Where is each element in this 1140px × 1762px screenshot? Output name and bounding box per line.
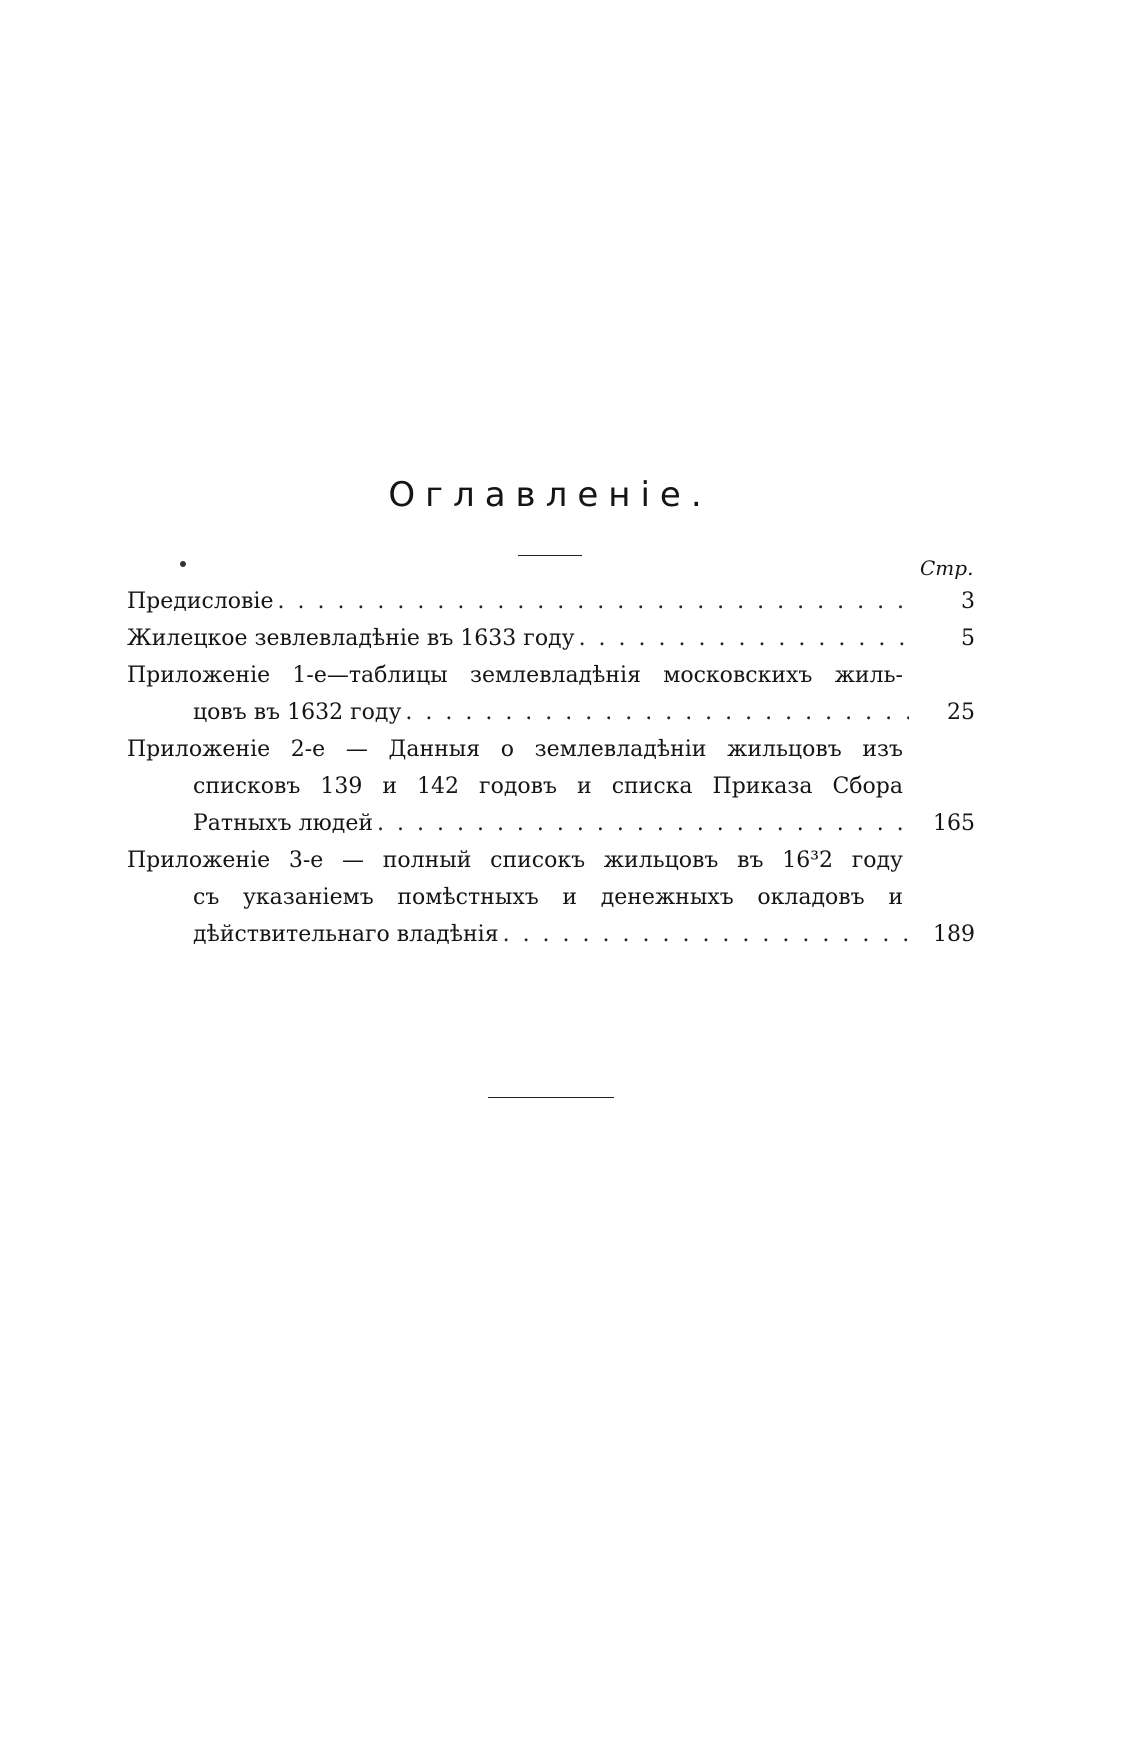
toc-entry-title-continued: списковъ 139 и 142 годовъ и списка Приказа Сбора <box>193 774 903 799</box>
toc-entry-appendix-3[interactable] <box>127 842 975 953</box>
toc-entry-appendix-1[interactable] <box>127 657 975 731</box>
table-of-contents <box>127 583 975 953</box>
dot-leader <box>579 620 909 657</box>
toc-entry-title-continued: дѣйствительнаго владѣнія <box>193 922 499 947</box>
toc-entry-title: Приложеніе 3-е — полный списокъ жильцовъ въ 16³2 году <box>127 848 903 873</box>
page-title: Оглавленіе. <box>388 475 712 515</box>
toc-entry-land-ownership[interactable] <box>127 620 975 657</box>
dot-leader <box>405 694 909 731</box>
toc-entry-page: 189 <box>933 922 975 947</box>
dot-leader <box>277 583 909 620</box>
toc-entry-title-continued: съ указаніемъ помѣстныхъ и денежныхъ окладовъ и <box>193 885 903 910</box>
toc-entry-title-continued: Ратныхъ людей <box>193 811 374 836</box>
toc-entry-title: Предисловіе <box>127 589 274 614</box>
title-divider <box>518 555 582 556</box>
toc-entry-page: 165 <box>933 811 975 836</box>
toc-entry-title-continued: цовъ въ 1632 году <box>193 700 402 725</box>
toc-entry-preface[interactable] <box>127 583 975 620</box>
page-column-header: Стр. <box>920 556 974 580</box>
bullet-mark <box>180 561 186 567</box>
dot-leader <box>377 805 909 842</box>
toc-entry-title: Жилецкое зевлевладѣніе въ 1633 году <box>127 626 575 651</box>
toc-entry-title: Приложеніе 1-е—таблицы землевладѣнія московскихъ жиль- <box>127 663 903 688</box>
toc-entry-page: 3 <box>961 589 975 614</box>
end-divider <box>488 1097 614 1098</box>
toc-entry-page: 5 <box>961 626 975 651</box>
toc-entry-appendix-2[interactable] <box>127 731 975 842</box>
toc-entry-page: 25 <box>947 700 975 725</box>
dot-leader <box>503 916 909 953</box>
toc-entry-title: Приложеніе 2-е — Данныя о землевладѣніи жильцовъ изъ <box>127 737 903 762</box>
